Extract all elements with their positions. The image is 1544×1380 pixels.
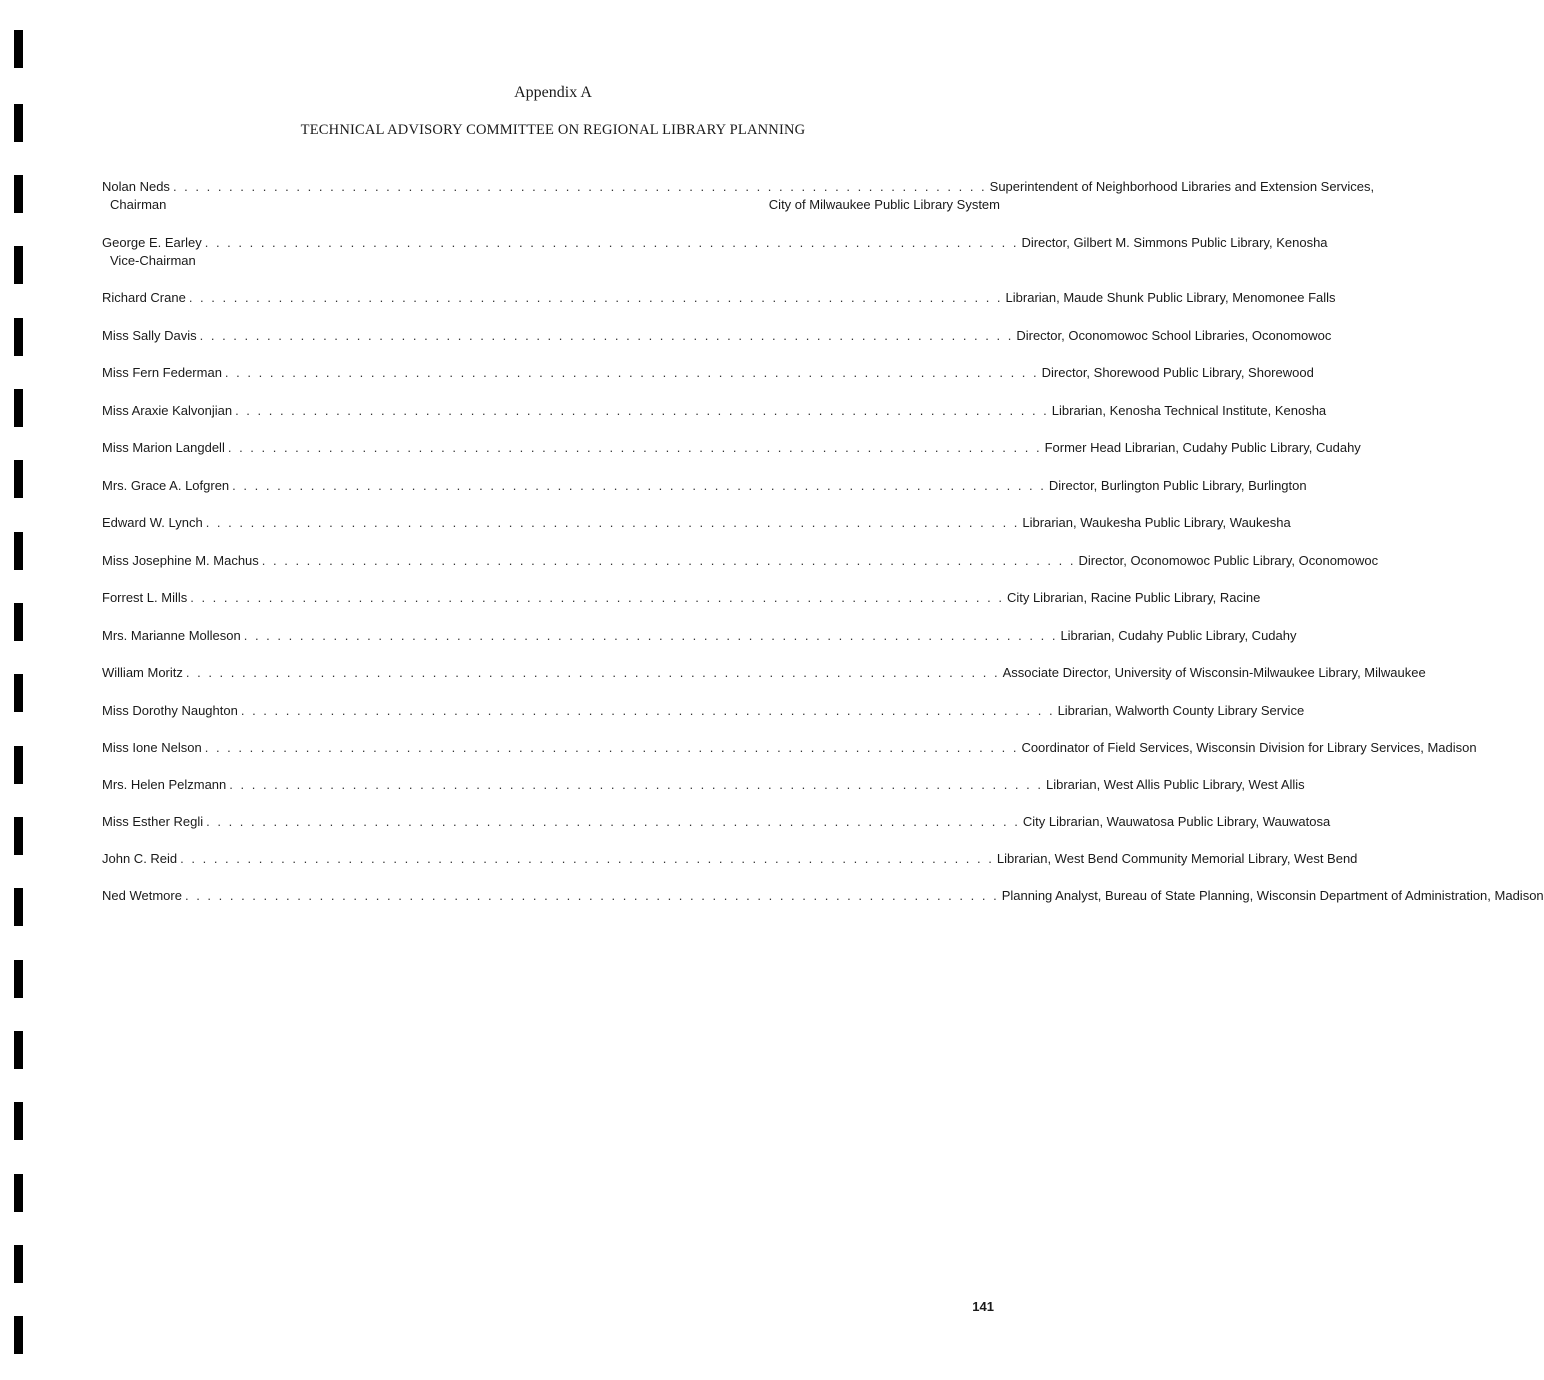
member-position: Former Head Librarian, Cudahy Public Library, Cudahy: [1044, 440, 1361, 455]
binding-mark: [14, 603, 23, 641]
page-number: 141: [972, 1299, 994, 1314]
binding-mark: [14, 1245, 23, 1283]
page-title: TECHNICAL ADVISORY COMMITTEE ON REGIONAL LIBRARY PLANNING: [300, 122, 806, 138]
binding-mark: [14, 175, 23, 213]
binding-mark: [14, 674, 23, 712]
member-position: Librarian, Maude Shunk Public Library, Menomonee Falls: [1005, 290, 1336, 305]
binding-mark: [14, 318, 23, 356]
dot-leader: . . . . . . . . . . . . . . . . . . . . . . . . . . . . . . . . . . . . . . . . . . . . . . . . . . . . . . . . . . . . . . . . . . . . . . . . .: [232, 478, 1046, 493]
member-name: Miss Araxie Kalvonjian: [102, 403, 233, 418]
binding-mark: [14, 532, 23, 570]
binding-mark: [14, 1174, 23, 1212]
member-position: City Librarian, Racine Public Library, Racine: [1006, 590, 1261, 605]
member-position: Librarian, Waukesha Public Library, Waukesha: [1022, 515, 1291, 530]
member-name: Nolan Neds: [102, 179, 170, 194]
binding-mark: [14, 1316, 23, 1354]
dot-leader: . . . . . . . . . . . . . . . . . . . . . . . . . . . . . . . . . . . . . . . . . . . . . . . . . . . . . . . . . . . . . . . . . . . . . . . . .: [205, 515, 1020, 530]
dot-leader: . . . . . . . . . . . . . . . . . . . . . . . . . . . . . . . . . . . . . . . . . . . . . . . . . . . . . . . . . . . . . . . . . . . . . . . . .: [190, 590, 1004, 605]
dot-leader: . . . . . . . . . . . . . . . . . . . . . . . . . . . . . . . . . . . . . . . . . . . . . . . . . . . . . . . . . . . . . . . . . . . . . . . . .: [204, 235, 1019, 250]
member-position: Librarian, Cudahy Public Library, Cudahy: [1060, 628, 1297, 643]
committee-member: [102, 289, 1336, 307]
binding-mark: [14, 460, 23, 498]
dot-leader: . . . . . . . . . . . . . . . . . . . . . . . . . . . . . . . . . . . . . . . . . . . . . . . . . . . . . . . . . . . . . . . . . . . . . . . . .: [199, 328, 1014, 343]
member-position: Director, Oconomowoc Public Library, Oconomowoc: [1078, 553, 1379, 568]
committee-member: [102, 477, 1307, 495]
dot-leader: . . . . . . . . . . . . . . . . . . . . . . . . . . . . . . . . . . . . . . . . . . . . . . . . . . . . . . . . . . . . . . . . . . . . . . . . .: [172, 179, 987, 194]
committee-member: [102, 439, 1361, 457]
member-position: City Librarian, Wauwatosa Public Library, Wauwatosa: [1022, 814, 1331, 829]
binding-mark: [14, 888, 23, 926]
member-position: Librarian, Walworth County Library Service: [1057, 703, 1305, 718]
dot-leader: . . . . . . . . . . . . . . . . . . . . . . . . . . . . . . . . . . . . . . . . . . . . . . . . . . . . . . . . . . . . . . . . . . . . . . . . .: [188, 290, 1003, 305]
dot-leader: . . . . . . . . . . . . . . . . . . . . . . . . . . . . . . . . . . . . . . . . . . . . . . . . . . . . . . . . . . . . . . . . . . . . . . . . .: [206, 814, 1020, 829]
binding-mark: [14, 746, 23, 784]
binding-mark: [14, 960, 23, 998]
member-name: Edward W. Lynch: [102, 515, 203, 530]
member-position: Librarian, Kenosha Technical Institute, Kenosha: [1051, 403, 1327, 418]
member-position: Director, Shorewood Public Library, Shorewood: [1041, 365, 1314, 380]
dot-leader: . . . . . . . . . . . . . . . . . . . . . . . . . . . . . . . . . . . . . . . . . . . . . . . . . . . . . . . . . . . . . . . . . . . . . . . . .: [235, 403, 1049, 418]
member-name: Miss Ione Nelson: [102, 740, 202, 755]
member-name: Miss Marion Langdell: [102, 440, 225, 455]
member-name: Miss Dorothy Naughton: [102, 703, 238, 718]
member-name: Mrs. Grace A. Lofgren: [102, 478, 230, 493]
committee-member: [102, 364, 1314, 382]
appendix-heading: Appendix A: [514, 84, 592, 101]
member-position: Director, Oconomowoc School Libraries, Oconomowoc: [1016, 328, 1332, 343]
committee-member: [102, 402, 1327, 420]
member-position: Superintendent of Neighborhood Libraries and Extension Services,: [989, 179, 1375, 194]
member-position: Librarian, West Bend Community Memorial Library, West Bend: [996, 851, 1358, 866]
committee-member: [102, 776, 1305, 794]
binding-mark: [14, 1031, 23, 1069]
committee-member: [102, 887, 1544, 905]
dot-leader: . . . . . . . . . . . . . . . . . . . . . . . . . . . . . . . . . . . . . . . . . . . . . . . . . . . . . . . . . . . . . . . . . . . . . . . . .: [184, 888, 999, 903]
binding-mark: [14, 246, 23, 284]
binding-mark: [14, 389, 23, 427]
member-name: Miss Sally Davis: [102, 328, 197, 343]
member-position: Director, Gilbert M. Simmons Public Library, Kenosha: [1021, 235, 1328, 250]
committee-member: [102, 178, 1375, 214]
member-position: Associate Director, University of Wisconsin-Milwaukee Library, Milwaukee: [1002, 665, 1426, 680]
dot-leader: . . . . . . . . . . . . . . . . . . . . . . . . . . . . . . . . . . . . . . . . . . . . . . . . . . . . . . . . . . . . . . . . . . . . . . . . .: [185, 665, 1000, 680]
member-name: Richard Crane: [102, 290, 186, 305]
dot-leader: . . . . . . . . . . . . . . . . . . . . . . . . . . . . . . . . . . . . . . . . . . . . . . . . . . . . . . . . . . . . . . . . . . . . . . . . .: [224, 365, 1039, 380]
dot-leader: . . . . . . . . . . . . . . . . . . . . . . . . . . . . . . . . . . . . . . . . . . . . . . . . . . . . . . . . . . . . . . . . . . . . . . . . .: [229, 777, 1043, 792]
member-name: Miss Esther Regli: [102, 814, 204, 829]
member-name: George E. Earley: [102, 235, 202, 250]
committee-member: [102, 234, 1328, 270]
dot-leader: . . . . . . . . . . . . . . . . . . . . . . . . . . . . . . . . . . . . . . . . . . . . . . . . . . . . . . . . . . . . . . . . . . . . . . . . .: [261, 553, 1076, 568]
committee-member: [102, 552, 1379, 570]
member-position-continued: City of Milwaukee Public Library System: [768, 197, 1000, 212]
binding-holes: [14, 0, 26, 1380]
committee-member: [102, 664, 1426, 682]
committee-member: [102, 327, 1332, 345]
member-position: Director, Burlington Public Library, Burlington: [1048, 478, 1307, 493]
committee-member: [102, 813, 1331, 831]
member-name: Mrs. Marianne Molleson: [102, 628, 241, 643]
binding-mark: [14, 1102, 23, 1140]
member-name: Miss Josephine M. Machus: [102, 553, 259, 568]
member-role: Vice-Chairman: [110, 253, 196, 268]
member-name: Ned Wetmore: [102, 888, 182, 903]
member-name: William Moritz: [102, 665, 183, 680]
binding-mark: [14, 30, 23, 68]
dot-leader: . . . . . . . . . . . . . . . . . . . . . . . . . . . . . . . . . . . . . . . . . . . . . . . . . . . . . . . . . . . . . . . . . . . . . . . . .: [180, 851, 994, 866]
dot-leader: . . . . . . . . . . . . . . . . . . . . . . . . . . . . . . . . . . . . . . . . . . . . . . . . . . . . . . . . . . . . . . . . . . . . . . . . .: [240, 703, 1055, 718]
committee-member: [102, 850, 1358, 868]
member-name: Miss Fern Federman: [102, 365, 222, 380]
binding-mark: [14, 817, 23, 855]
dot-leader: . . . . . . . . . . . . . . . . . . . . . . . . . . . . . . . . . . . . . . . . . . . . . . . . . . . . . . . . . . . . . . . . . . . . . . . . .: [227, 440, 1042, 455]
member-name: John C. Reid: [102, 851, 178, 866]
member-name: Mrs. Helen Pelzmann: [102, 777, 227, 792]
committee-member: [102, 589, 1261, 607]
member-position: Planning Analyst, Bureau of State Planning, Wisconsin Department of Administration, Madison: [1001, 888, 1544, 903]
committee-member: [102, 514, 1291, 532]
member-name: Forrest L. Mills: [102, 590, 188, 605]
member-position: Librarian, West Allis Public Library, West Allis: [1046, 777, 1305, 792]
dot-leader: . . . . . . . . . . . . . . . . . . . . . . . . . . . . . . . . . . . . . . . . . . . . . . . . . . . . . . . . . . . . . . . . . . . . . . . . .: [204, 740, 1019, 755]
committee-member: [102, 702, 1305, 720]
dot-leader: . . . . . . . . . . . . . . . . . . . . . . . . . . . . . . . . . . . . . . . . . . . . . . . . . . . . . . . . . . . . . . . . . . . . . . . . .: [243, 628, 1058, 643]
committee-member: [102, 627, 1297, 645]
member-position: Coordinator of Field Services, Wisconsin Division for Library Services, Madison: [1021, 740, 1477, 755]
member-role: Chairman: [110, 197, 167, 212]
committee-member: [102, 739, 1477, 757]
